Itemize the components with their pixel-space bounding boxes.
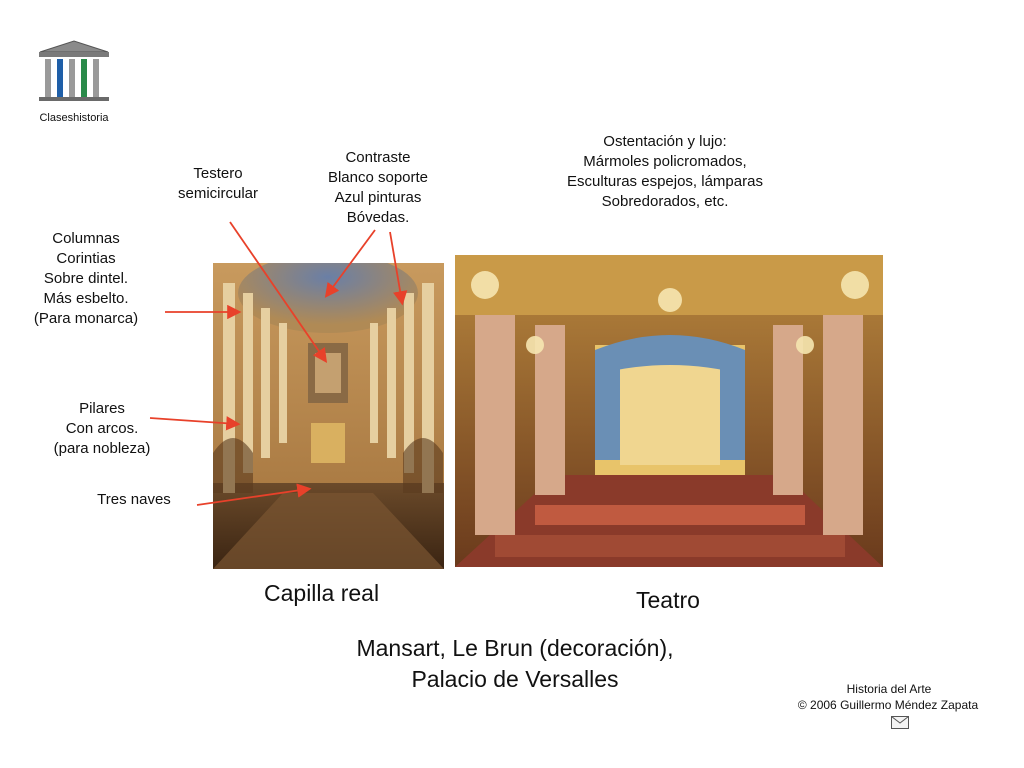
caption-teatro: Teatro [636,587,700,613]
annotation-contraste: Contraste Blanco soporte Azul pinturas Bóvedas. [327,149,429,226]
arrow-contraste-column [390,232,402,302]
logo-label: Claseshistoria [39,112,109,124]
annotation-testero: Testero semicircular [177,165,258,202]
annotation-ostentacion: Ostentación y lujo: Mármoles policromados, Esculturas espejos, lámparas Sobredorados, etc. [567,133,763,210]
footer-course: Historia del Arte [846,682,932,696]
arrow-pilares [150,418,237,424]
slide-title-line2: Palacio de Versalles [411,666,619,692]
caption-capilla-real: Capilla real [264,580,380,606]
arrow-tres-naves [197,489,308,505]
envelope-icon[interactable] [891,716,909,729]
footer-copyright: © 2006 Guillermo Méndez Zapata [797,698,979,712]
annotation-columnas: Columnas Corintias Sobre dintel. Más esbelto. (Para monarca) [33,230,139,327]
slide-title-line1: Mansart, Le Brun (decoración), [356,635,674,661]
annotation-tres-naves: Tres naves [97,491,171,508]
annotation-pilares: Pilares Con arcos. (para nobleza) [53,400,151,457]
arrow-testero [230,222,325,360]
arrow-contraste-vault [327,230,375,295]
